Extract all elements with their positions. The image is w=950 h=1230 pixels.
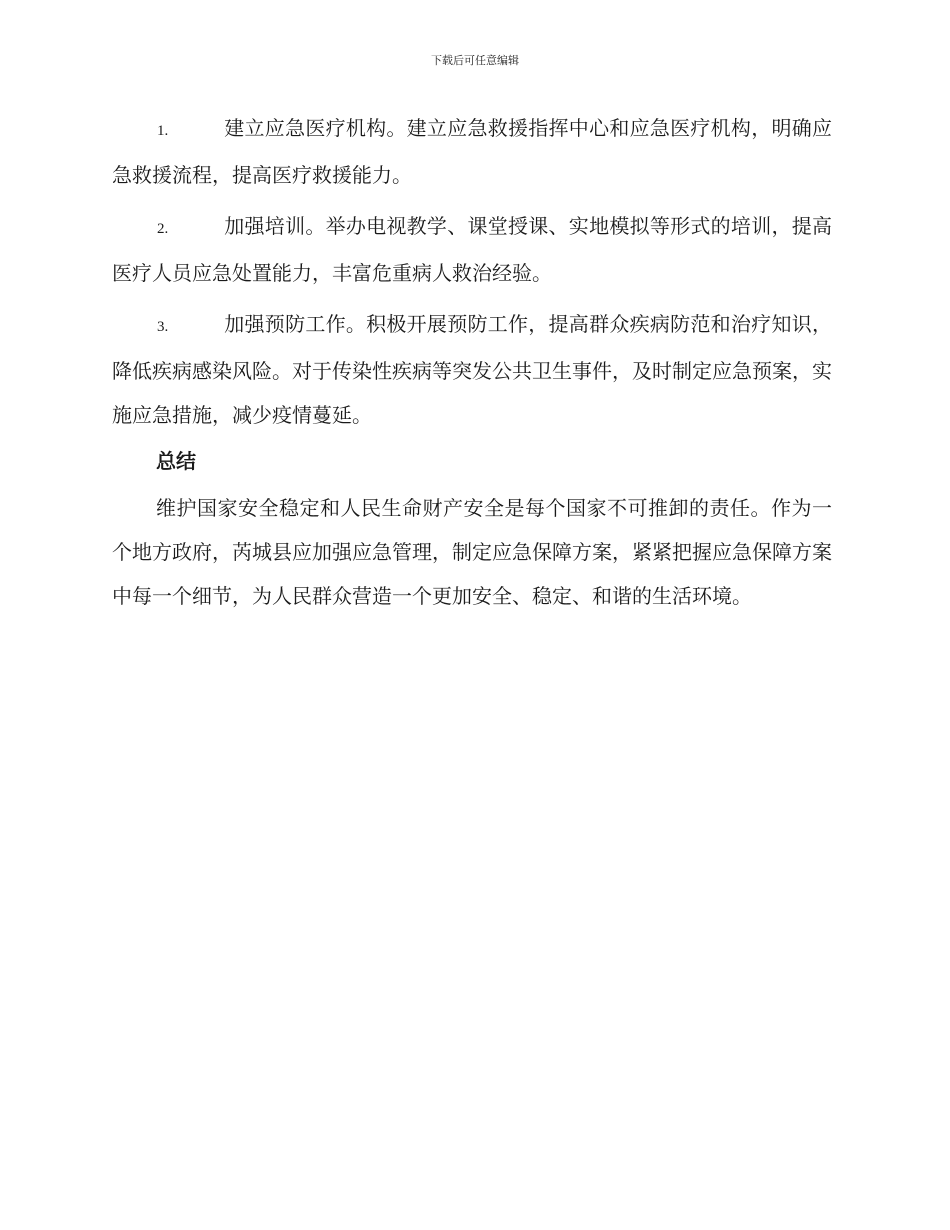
list-item [112, 302, 832, 437]
list-item-number: 3. [157, 319, 169, 335]
summary-heading: 总结 [156, 449, 196, 473]
list-item [112, 106, 832, 197]
list-item-text: 建立应急医疗机构。建立应急救援指挥中心和应急医疗机构，明确应急救援流程，提高医疗救援能力。 [112, 116, 832, 187]
document-body [112, 106, 832, 618]
list-item-number: 1. [157, 123, 169, 139]
list-item-text: 加强预防工作。积极开展预防工作，提高群众疾病防范和治疗知识，降低疾病感染风险。对于传染性疾病等突发公共卫生事件，及时制定应急预案，实施应急措施，减少疫情蔓延。 [112, 312, 832, 427]
summary-paragraph: 维护国家安全稳定和人民生命财产安全是每个国家不可推卸的责任。作为一个地方政府，芮城县应加强应急管理，制定应急保障方案，紧紧把握应急保障方案中每一个细节，为人民群众营造一个更加安全、稳定、和谐的生活环境。 [112, 496, 832, 608]
page-header: 下载后可任意编辑 [431, 54, 519, 67]
list-item-number: 2. [157, 221, 169, 237]
list-item [112, 204, 832, 295]
list-item-text: 加强培训。举办电视教学、课堂授课、实地模拟等形式的培训，提高医疗人员应急处置能力，丰富危重病人救治经验。 [112, 214, 832, 285]
